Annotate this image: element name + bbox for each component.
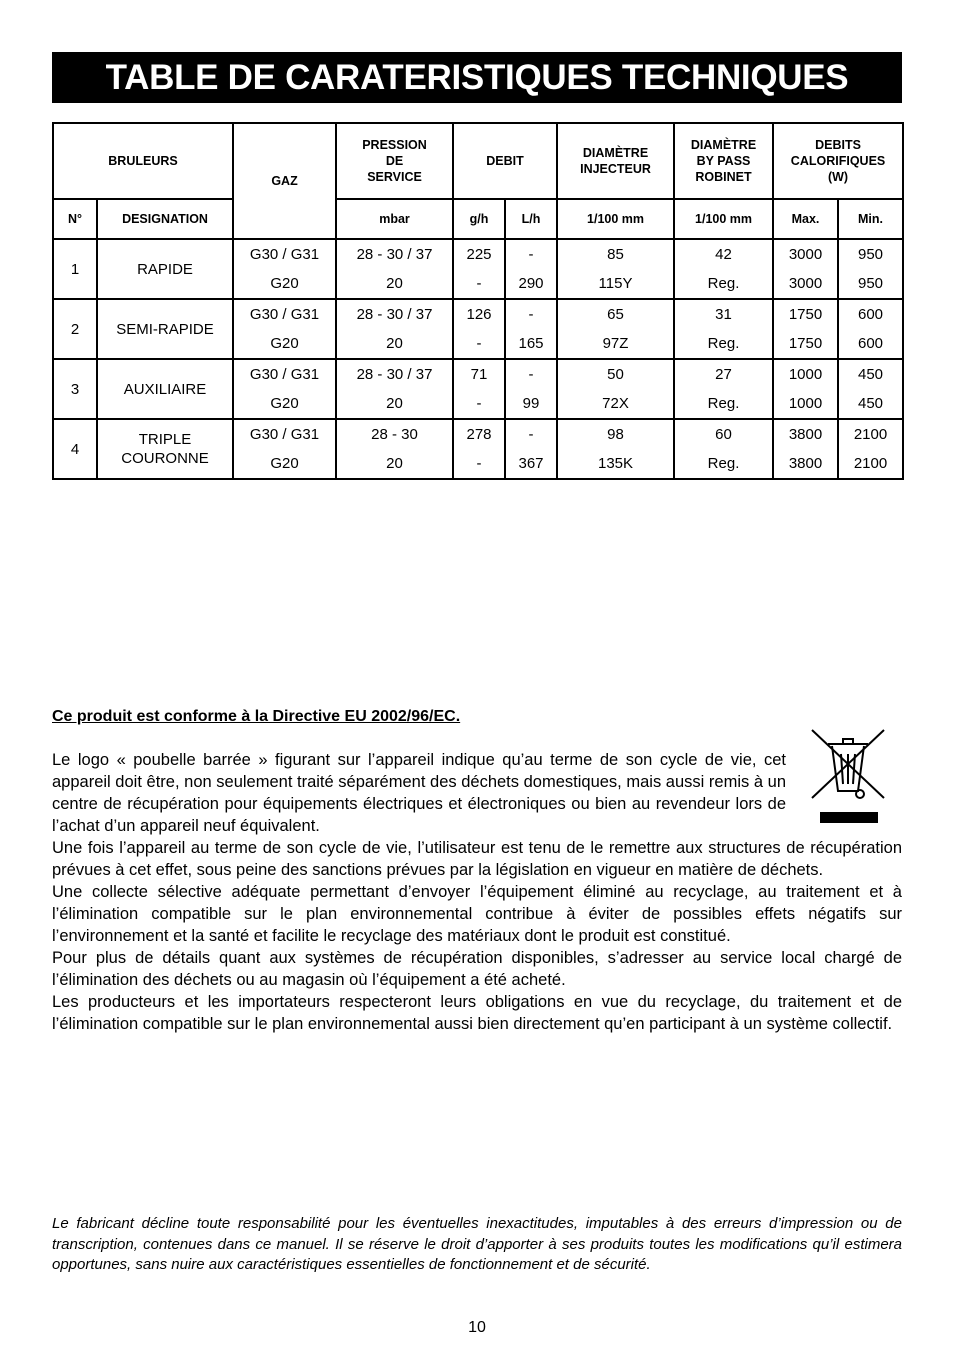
cell-designation: RAPIDE	[97, 239, 233, 299]
cell-gaz	[233, 359, 336, 419]
header-diametre-bypass: DIAMÈTRE BY PASS ROBINET	[674, 123, 773, 199]
cell-lh-value: -	[528, 245, 534, 263]
cell-max	[773, 299, 838, 359]
directive-intro: Le logo « poubelle barrée » figurant sur l’appareil indique qu’au terme de son cycle de vie, cet appareil doit être, non seulement traité séparément des déchets domestiques, mais aussi remis à un centre de récupération pour équipements électriques et électroniques ou bien au revendeur lors de l’achat d’un appareil neuf équivalent.	[52, 751, 786, 835]
cell-injecteur-value: 115Y	[598, 274, 633, 292]
cell-gh-value: 278	[466, 425, 492, 443]
cell-min-value: 600	[858, 334, 884, 352]
cell-injecteur	[557, 239, 674, 299]
header-designation: DESIGNATION	[97, 199, 233, 239]
cell-no: 4	[53, 419, 97, 479]
cell-lh-value: 165	[518, 334, 544, 352]
cell-injecteur-value: 85	[607, 245, 624, 263]
cell-injecteur-value: 97Z	[602, 334, 629, 352]
header-gaz: GAZ	[233, 123, 336, 239]
header-bruleurs: BRULEURS	[53, 123, 233, 199]
cell-min-value: 950	[858, 245, 884, 263]
cell-bypass-value: 27	[715, 365, 732, 383]
cell-bypass-value: Reg.	[707, 454, 740, 472]
cell-min-value: 450	[858, 394, 884, 412]
cell-max-value: 3800	[788, 425, 823, 443]
cell-injecteur-value: 135K	[597, 454, 634, 472]
page-title: TABLE DE CARATERISTIQUES TECHNIQUES	[52, 52, 902, 103]
cell-min-value: 450	[858, 365, 884, 383]
cell-gaz	[233, 419, 336, 479]
paragraph: Une fois l’appareil au terme de son cycle de vie, l’utilisateur est tenu de le remettre aux structures de récupération prévues à cet effet, sous peine des sanctions prévues par la législation en vigueur en matière de déchets.	[52, 839, 902, 879]
cell-bypass-value: 60	[715, 425, 732, 443]
cell-gaz-value: G30 / G31	[249, 245, 320, 263]
cell-min-value: 2100	[853, 454, 888, 472]
cell-max-value: 3000	[788, 274, 823, 292]
cell-gaz-value: G30 / G31	[249, 305, 320, 323]
cell-bypass-value: Reg.	[707, 274, 740, 292]
cell-gh	[453, 359, 505, 419]
header-no: N°	[53, 199, 97, 239]
cell-injecteur	[557, 419, 674, 479]
disclaimer: Le fabricant décline toute responsabilité pour les éventuelles inexactitudes, imputables à des erreurs d’impression ou de transcription, contenues dans ce manuel. Il se réserve le droit d’apporter à ses produits toutes les modifications qu’il estimera opportunes, sans nuire aux caractéristiques essentielles de fonctionnement et de sécurité.	[52, 1215, 902, 1273]
header-max: Max.	[773, 199, 838, 239]
cell-no: 2	[53, 299, 97, 359]
header-diametre-injecteur: DIAMÈTRE INJECTEUR	[557, 123, 674, 199]
cell-bypass	[674, 239, 773, 299]
cell-injecteur-value: 72X	[602, 394, 629, 412]
cell-max	[773, 419, 838, 479]
cell-no: 3	[53, 359, 97, 419]
specifications-table	[52, 122, 904, 480]
cell-gaz-value: G30 / G31	[249, 365, 320, 383]
header-lh: L/h	[505, 199, 557, 239]
cell-lh-value: -	[528, 305, 534, 323]
cell-bypass-value: Reg.	[707, 334, 740, 352]
cell-gh-value: 126	[466, 305, 492, 323]
cell-min	[838, 299, 903, 359]
cell-lh	[505, 359, 557, 419]
cell-gaz-value: G20	[270, 394, 299, 412]
cell-max	[773, 359, 838, 419]
cell-designation: AUXILIAIRE	[97, 359, 233, 419]
cell-bypass	[674, 419, 773, 479]
cell-injecteur	[557, 359, 674, 419]
cell-gh-value: -	[476, 394, 482, 412]
cell-lh-value: -	[528, 425, 534, 443]
cell-injecteur-value: 50	[607, 365, 624, 383]
header-pression: PRESSION DE SERVICE	[336, 123, 453, 199]
crossed-out-bin-icon	[808, 726, 888, 826]
header-gh: g/h	[453, 199, 505, 239]
cell-gh-value: 225	[466, 245, 492, 263]
page-number: 10	[468, 1319, 486, 1336]
cell-pression-value: 28 - 30 / 37	[356, 245, 433, 263]
cell-bypass-value: 42	[715, 245, 732, 263]
cell-bypass-value: 31	[715, 305, 732, 323]
cell-gh-value: -	[476, 334, 482, 352]
cell-gaz	[233, 239, 336, 299]
cell-pression	[336, 239, 453, 299]
cell-pression-value: 20	[386, 334, 403, 352]
cell-lh-value: 99	[522, 394, 540, 412]
cell-pression-value: 28 - 30	[371, 425, 418, 443]
cell-designation: TRIPLE COURONNE	[97, 419, 233, 479]
cell-pression	[336, 419, 453, 479]
cell-injecteur-value: 98	[607, 425, 624, 443]
cell-pression-value: 28 - 30 / 37	[356, 365, 433, 383]
table-row	[53, 239, 903, 299]
cell-min-value: 600	[858, 305, 884, 323]
cell-min	[838, 419, 903, 479]
cell-max-value: 1750	[788, 305, 823, 323]
paragraph: Une collecte sélective adéquate permettant d’envoyer l’équipement éliminé au recyclage, au traitement et à l’élimination compatible sur le plan environnemental contribue à éviter de possibles effets négatifs sur l’environnement et la santé et facilite le recyclage des matériaux dont le produit est constitué.	[52, 883, 902, 945]
directive-body	[52, 837, 902, 1035]
cell-bypass-value: Reg.	[707, 394, 740, 412]
cell-lh	[505, 299, 557, 359]
cell-pression	[336, 299, 453, 359]
directive-title: Ce produit est conforme à la Directive EU 2002/96/EC.	[52, 708, 461, 725]
cell-gh-value: -	[476, 454, 482, 472]
header-injecteur-unit: 1/100 mm	[557, 199, 674, 239]
cell-gh-value: -	[476, 274, 482, 292]
cell-lh-value: 367	[518, 454, 544, 472]
cell-lh-value: -	[528, 365, 534, 383]
cell-max	[773, 239, 838, 299]
cell-gh	[453, 239, 505, 299]
cell-no: 1	[53, 239, 97, 299]
header-min: Min.	[838, 199, 903, 239]
cell-gh	[453, 299, 505, 359]
header-mbar: mbar	[336, 199, 453, 239]
cell-bypass	[674, 299, 773, 359]
paragraph: Pour plus de détails quant aux systèmes de récupération disponibles, s’adresser au service local chargé de l’élimination des déchets ou au magasin où l’équipement a été acheté.	[52, 949, 902, 989]
header-bypass-unit: 1/100 mm	[674, 199, 773, 239]
cell-injecteur	[557, 299, 674, 359]
cell-min-value: 950	[858, 274, 884, 292]
cell-lh	[505, 419, 557, 479]
paragraph: Les producteurs et les importateurs respecteront leurs obligations en vue du recyclage, du traitement et de l’élimination compatible sur le plan environnemental aussi bien directement qu’en participant à un système collectif.	[52, 993, 902, 1033]
cell-min	[838, 239, 903, 299]
table-row	[53, 299, 903, 359]
table-body	[53, 239, 903, 479]
cell-pression-value: 28 - 30 / 37	[356, 305, 433, 323]
cell-gaz-value: G20	[270, 454, 299, 472]
table-row	[53, 419, 903, 479]
table-row	[53, 359, 903, 419]
cell-pression-value: 20	[386, 274, 403, 292]
header-debits-calorifiques: DEBITS CALORIFIQUES (W)	[773, 123, 903, 199]
cell-pression-value: 20	[386, 454, 403, 472]
cell-bypass	[674, 359, 773, 419]
cell-injecteur-value: 65	[607, 305, 624, 323]
cell-gaz-value: G20	[270, 334, 299, 352]
cell-min	[838, 359, 903, 419]
cell-gh-value: 71	[470, 365, 488, 383]
cell-max-value: 1000	[788, 394, 823, 412]
cell-designation: SEMI-RAPIDE	[97, 299, 233, 359]
cell-max-value: 3800	[788, 454, 823, 472]
cell-lh-value: 290	[518, 274, 544, 292]
cell-gh	[453, 419, 505, 479]
cell-lh	[505, 239, 557, 299]
cell-pression-value: 20	[386, 394, 403, 412]
header-debit: DEBIT	[453, 123, 557, 199]
cell-pression	[336, 359, 453, 419]
cell-max-value: 1000	[788, 365, 823, 383]
cell-gaz	[233, 299, 336, 359]
cell-max-value: 3000	[788, 245, 823, 263]
cell-gaz-value: G20	[270, 274, 299, 292]
cell-max-value: 1750	[788, 334, 823, 352]
cell-min-value: 2100	[853, 425, 888, 443]
cell-gaz-value: G30 / G31	[249, 425, 320, 443]
